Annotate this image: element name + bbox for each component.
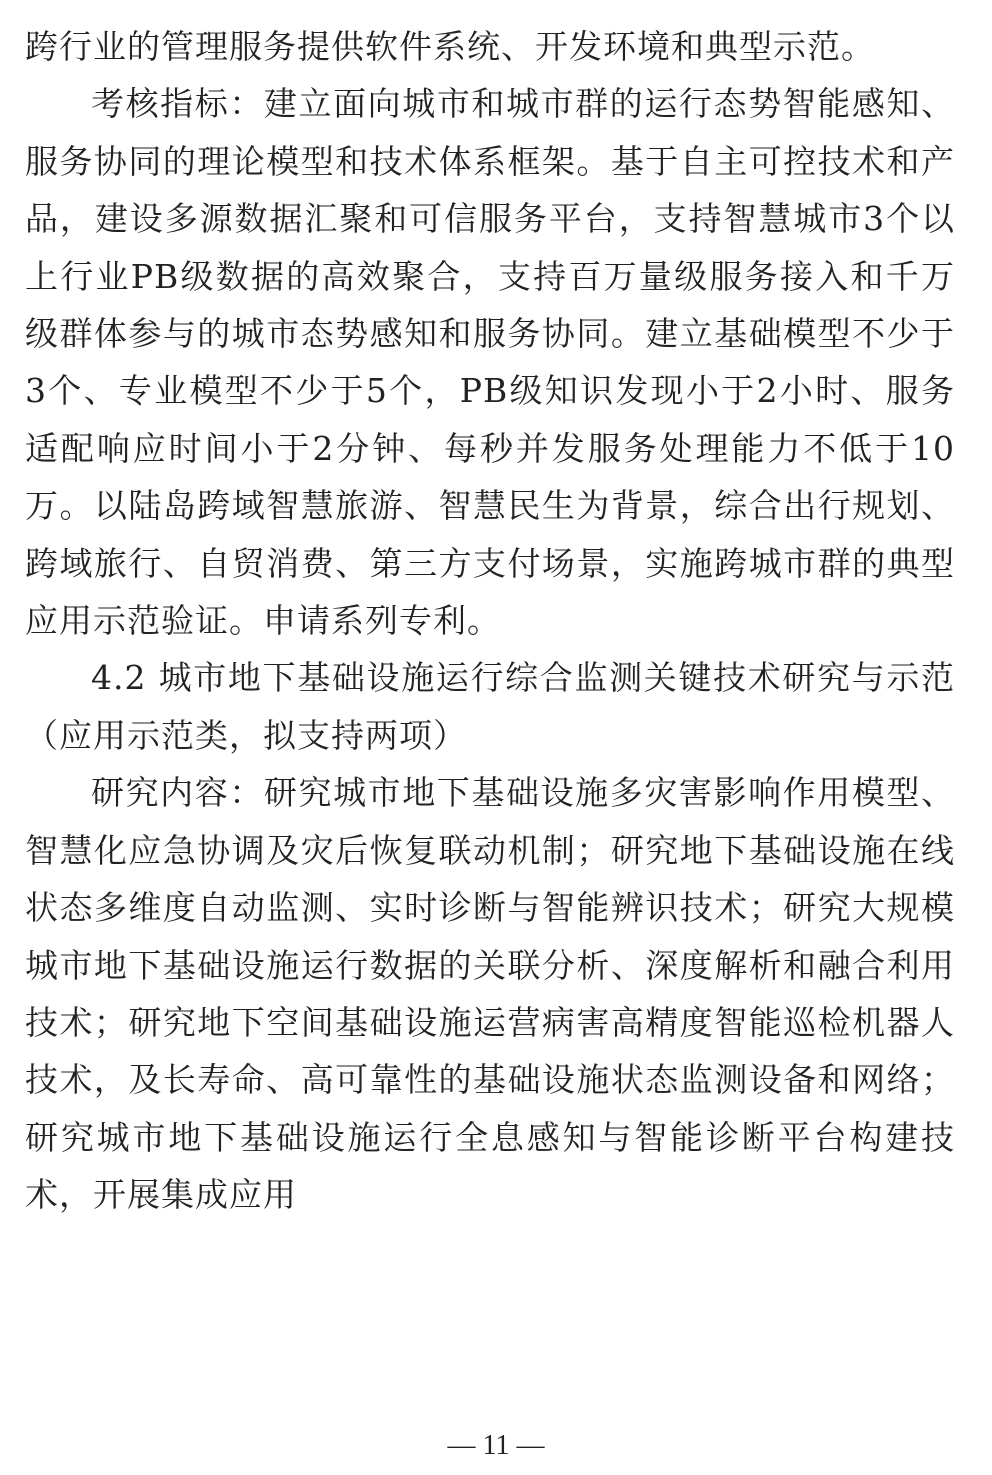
- body-text: [25, 18, 955, 1224]
- paragraph-research-content: 研究内容：研究城市地下基础设施多灾害影响作用模型、智慧化应急协调及灾后恢复联动机制；研究地下基础设施在线状态多维度自动监测、实时诊断与智能辨识技术；研究大规模城市地下基础设施运行数据的关联分析、深度解析和融合利用技术；研究地下空间基础设施运营病害高精度智能巡检机器人技术，及长寿命、高可靠性的基础设施状态监测设备和网络；研究城市地下基础设施运行全息感知与智能诊断平台构建技术，开展集成应用: [25, 773, 955, 1215]
- paragraph-assessment-indicators: 考核指标：建立面向城市和城市群的运行态势智能感知、服务协同的理论模型和技术体系框架。基于自主可控技术和产品，建设多源数据汇聚和可信服务平台，支持智慧城市3个以上行业PB级数据的高效聚合，支持百万量级服务接入和千万级群体参与的城市态势感知和服务协同。建立基础模型不少于3个、专业模型不少于5个，PB级知识发现小于2小时、服务适配响应时间小于2分钟、每秒并发服务处理能力不低于10万。以陆岛跨域智慧旅游、智慧民生为背景，综合出行规划、跨域旅行、自贸消费、第三方支付场景，实施跨城市群的典型应用示范验证。申请系列专利。: [25, 84, 955, 641]
- page-number: — 11 —: [447, 1430, 545, 1461]
- section-heading-4-2: 4.2 城市地下基础设施运行综合监测关键技术研究与示范（应用示范类，拟支持两项）: [25, 658, 955, 755]
- paragraph-continuation: 跨行业的管理服务提供软件系统、开发环境和典型示范。: [25, 27, 875, 66]
